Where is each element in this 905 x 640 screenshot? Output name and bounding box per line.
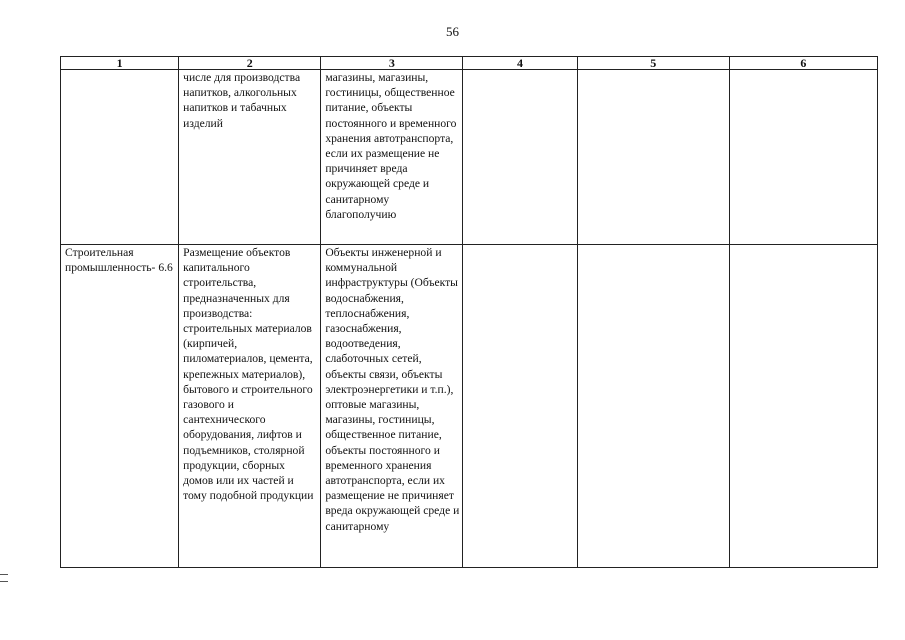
table-cell-land-use-name: Строительная промышленность- 6.6 bbox=[61, 245, 179, 568]
table-header-row bbox=[61, 57, 878, 70]
table-cell-permitted-uses: Объекты инженерной и коммунальной инфраструктуры (Объекты водоснабжения, теплоснабжения, газоснабжения, водоотведения, слаботочных сетей, объекты связи, объекты электроэнергетики и т.п.), оптовые магазины, магазины, гостиницы, общественное питание, объекты постоянного и временного хранения автотранспорта, если их размещение не причиняет вреда окружающей среде и санитарному bbox=[321, 245, 463, 568]
page-number: 56 bbox=[446, 24, 459, 39]
land-use-table bbox=[60, 56, 878, 568]
column-header-6: 6 bbox=[729, 57, 877, 70]
table-cell-col4 bbox=[463, 70, 577, 245]
table-cell-land-use-name bbox=[61, 70, 179, 245]
table-cell-col6 bbox=[729, 70, 877, 245]
table-row bbox=[61, 70, 878, 245]
column-header-5: 5 bbox=[577, 57, 729, 70]
column-header-3: 3 bbox=[321, 57, 463, 70]
column-header-2: 2 bbox=[179, 57, 321, 70]
table-cell-permitted-uses: магазины, магазины, гостиницы, общественное питание, объекты постоянного и временного хранения автотранспорта, если их размещение не причиняет вреда окружающей среде и санитарному благополучию bbox=[321, 70, 463, 245]
table-cell-col5 bbox=[577, 70, 729, 245]
table-cell-col5 bbox=[577, 245, 729, 568]
table-row bbox=[61, 245, 878, 568]
table-cell-col6 bbox=[729, 245, 877, 568]
column-header-4: 4 bbox=[463, 57, 577, 70]
margin-mark bbox=[0, 574, 8, 582]
table-cell-description: Размещение объектов капитального строительства, предназначенных для производства: строительных материалов (кирпичей, пиломатериалов, цемента, крепежных материалов), бытового и строительного газового и сантехнического оборудования, лифтов и подъемников, столярной продукции, сборных домов или их частей и тому подобной продукции bbox=[179, 245, 321, 568]
table-cell-description: числе для производства напитков, алкогольных напитков и табачных изделий bbox=[179, 70, 321, 245]
column-header-1: 1 bbox=[61, 57, 179, 70]
table-cell-col4 bbox=[463, 245, 577, 568]
